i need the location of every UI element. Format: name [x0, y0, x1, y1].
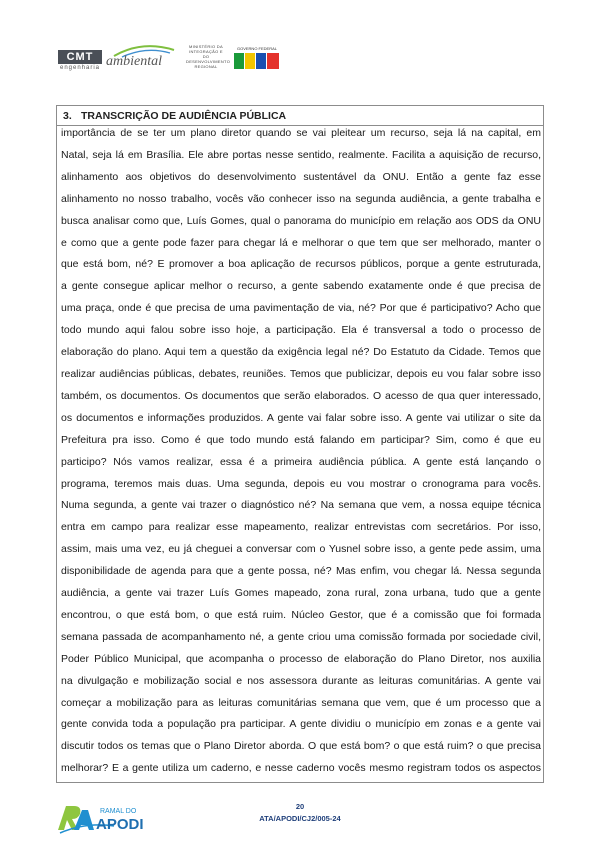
text-line: uma praça, onde é que precisa de uma pavimentação de via, né? Por que é participativo? Acho que — [61, 302, 541, 315]
text-line: e como que a gente pode fazer para chegar lá e melhorar o que tem que ser melhorado, manter o — [61, 236, 541, 249]
text-line: programa, teremos mais duas. Uma segunda, depois eu vou mostrar o cronograma para vocês. — [61, 477, 541, 490]
ministry-line: REGIONAL — [194, 64, 218, 69]
ambiental-logo-text: ambiental — [106, 54, 162, 69]
text-line: todo mundo aqui falou sobre isso hoje, a participação. Ela é transversal a todo o processo de — [61, 324, 541, 337]
text-line: Prefeitura pra isso. Como é que todo mundo está falando em participar? Sim, como é que eu — [61, 433, 541, 446]
text-line: busca analisar como que, Luís Gomes, qual o panorama do município em relação aos ODS da ONU — [61, 214, 541, 227]
text-line: importância de se ter um plano diretor quando se vai pleitear um recurso, seja lá na capital, em — [61, 127, 541, 139]
text-line: Poder Público Municipal, que acompanha o processo de elaboração do Plano Diretor, nos auxilia — [61, 652, 541, 665]
apodi-text: APODI — [96, 816, 144, 833]
governo-federal-label: GOVERNO FEDERAL — [236, 46, 277, 51]
text-line: que está bom, né? E promover a boa aplicação de recursos públicos, porque a gente estruturada, — [61, 258, 541, 271]
section-number: 3. — [63, 110, 72, 122]
ministry-line: INTEGRAÇÃO E DO — [189, 49, 223, 59]
section-title: TRANSCRIÇÃO DE AUDIÊNCIA PÚBLICA — [81, 110, 287, 122]
text-line: também, os documentos. Os documentos que serão elaborados. O acesso de qua quer interessado, — [61, 389, 541, 402]
text-line: entra em campo para realizar esse mapeamento, realizar entrevistas com secretários. Por isso, — [61, 521, 541, 534]
ministry-line: MINISTÉRIO DA — [189, 44, 223, 49]
page-number: 20 — [295, 802, 305, 811]
transcription-section — [56, 105, 544, 783]
text-line: alinhamento aos objetivos do desenvolvimento sustentável da ONU. Então a gente faz esse — [61, 170, 541, 183]
ministry-logo — [186, 44, 231, 74]
cmt-logo-mark: CMT — [58, 50, 102, 64]
text-line: na divulgação e mobilização social e nos assessora durante as leituras comunitárias. A gente vai — [61, 674, 541, 687]
text-line: melhorar? E a gente utiliza um caderno, e nesse caderno vocês mesmo registram todos os aspectos — [61, 762, 541, 775]
text-line: começar a mobilização para as leituras comunitárias semana que vem, que é um processo que a — [61, 696, 541, 709]
text-line: Natal, seja lá em Brasília. Ele abre portas nesse sentido, realmente. Facilita a aquisição de recurso, — [61, 148, 541, 161]
text-line: gente convida toda a população pra participar. A gente dividiu o município em zonas e a gente vai — [61, 718, 541, 731]
text-line: assim, mais uma vez, eu já cheguei a conversar com o Yusnel sobre isso, a gente pede assim, uma — [61, 543, 541, 556]
text-line: a gente consegue aplicar melhor o recurso, a gente sabendo exatamente onde é que precisa de — [61, 280, 541, 293]
brasil-flag-icon — [232, 51, 282, 71]
text-line: Numa segunda, a gente vai trazer o diagnóstico né? Na semana que vem, a nossa equipe técnica — [61, 499, 541, 512]
ambiental-logo — [106, 44, 172, 72]
text-line: alinhamento no nosso trabalho, vocês vão conhecer isso na segunda audiência, a gente trabalha e — [61, 192, 541, 205]
text-line: audiência, a gente vai trazer Luís Gomes mapeado, zona rural, zona urbana, tudo que a gente — [61, 587, 541, 600]
ministry-line: DESENVOLVIMENTO — [186, 59, 231, 64]
text-line: realizar audiências públicas, debates, reuniões. Temos que publicizar, depois eu vou falar sobre isso — [61, 367, 541, 380]
text-line: disponibilidade de agenda para que a gente possa, né? Mas enfim, vou chegar lá. Nessa segunda — [61, 565, 541, 578]
text-line: participo? Nós vamos realizar, essa é a primeira audiência pública. A gente está lançando o — [61, 455, 541, 468]
document-code: ATA/APODI/CJ2/005-24 — [259, 814, 341, 823]
transcription-text — [61, 123, 541, 780]
text-line: discutir todos os temas que o Plano Diretor aborda. O que está bom? o que está ruim? o que precisa — [61, 740, 541, 753]
ramal-do-text: RAMAL DO — [100, 808, 137, 815]
text-line: encontrou, o que está bom, o que está ruim. Núcleo Gestor, que é a comissão que foi formada — [61, 608, 541, 621]
governo-federal-logo — [232, 46, 282, 74]
text-line: os documentos e informações produzidos. A gente vai falar sobre isso. A gente vai utilizar o site da — [61, 411, 541, 424]
text-line: elaboração do plano. Aqui tem a questão da exigência legal né? Do Estatuto da Cidade. Temos que — [61, 346, 541, 359]
cmt-engenharia-logo — [58, 50, 102, 74]
text-line: semana passada de acompanhamento né, a gente criou uma comissão formada por sociedade civil, — [61, 630, 541, 643]
cmt-logo-subtitle: engenharia — [59, 65, 101, 71]
